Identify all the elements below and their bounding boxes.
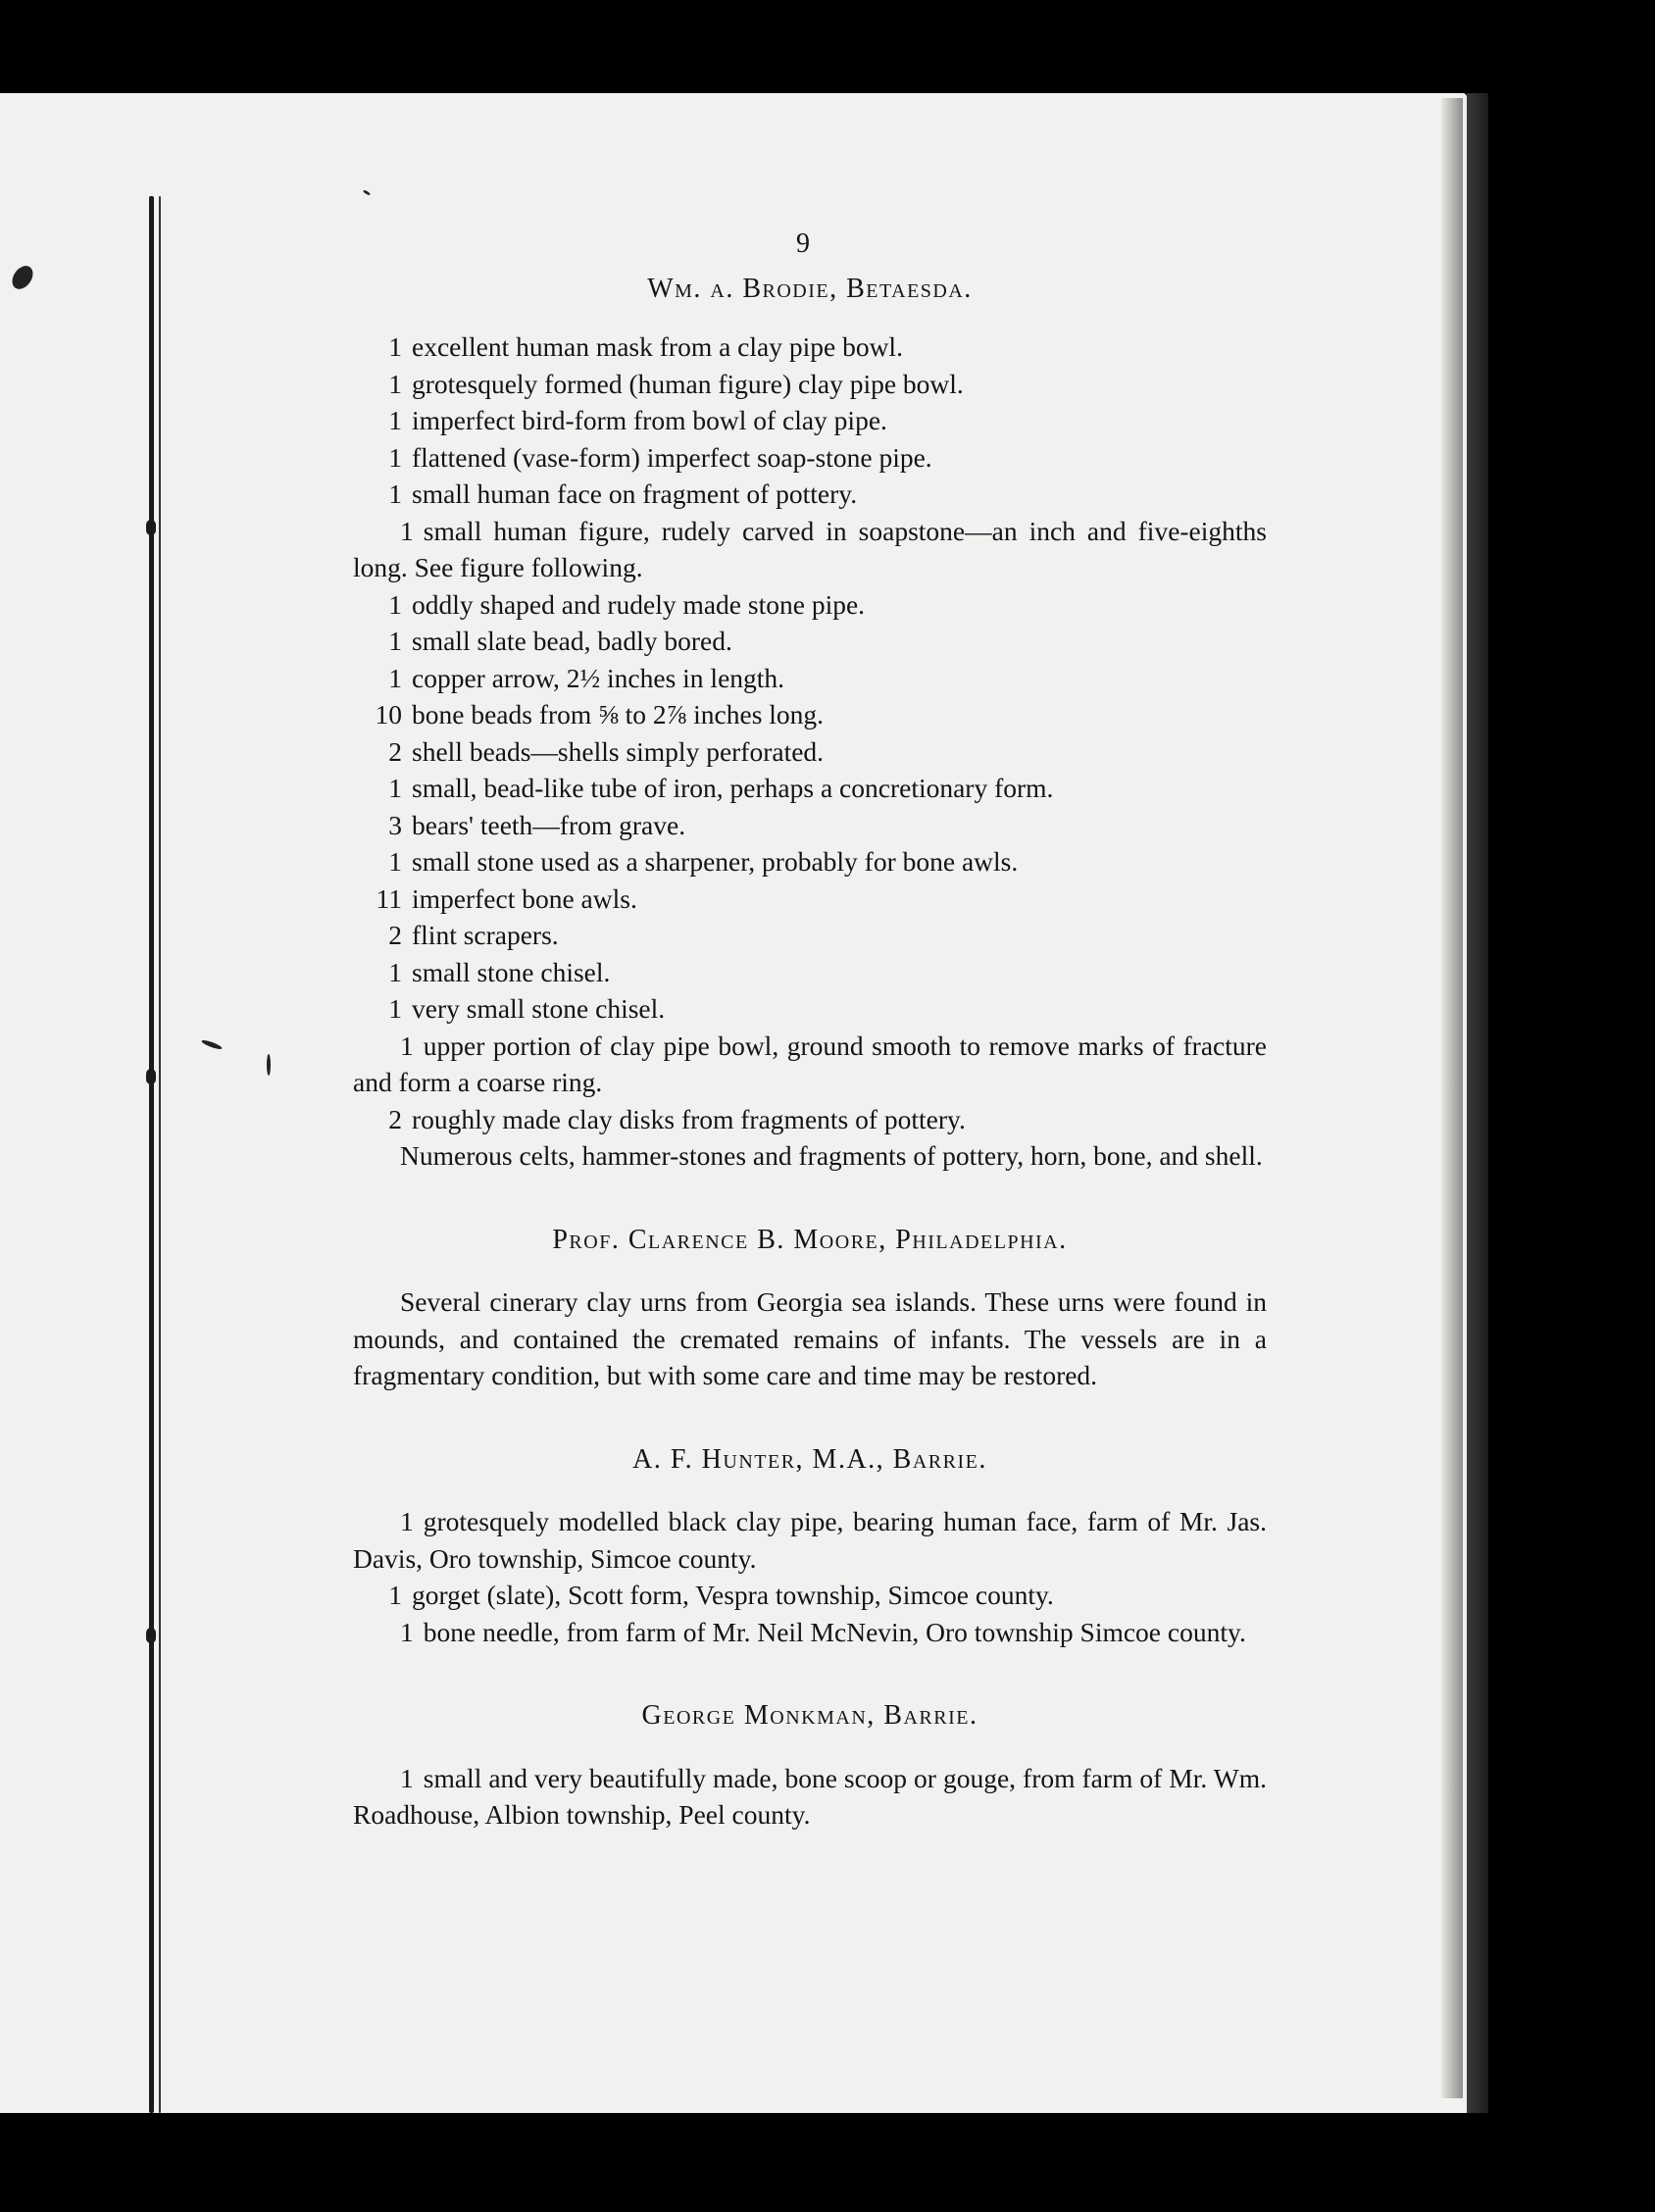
- item-description: small slate bead, badly bored.: [412, 626, 732, 656]
- item-description: small, bead-like tube of iron, perhaps a concretionary form.: [412, 773, 1054, 803]
- item-description: very small stone chisel.: [412, 993, 666, 1024]
- item-quantity: 10: [375, 699, 402, 729]
- page-text: [353, 226, 1267, 1834]
- list-item: [353, 1760, 1267, 1834]
- list-item: [353, 513, 1267, 586]
- page-number-text: 9: [796, 228, 810, 259]
- binding-stitch: [146, 520, 156, 535]
- item-quantity: 2: [388, 920, 402, 950]
- item-quantity: 1: [388, 626, 402, 656]
- item-description: bone needle, from farm of Mr. Neil McNevin, Oro township Simcoe county.: [423, 1616, 1246, 1647]
- item-description: small human figure, rudely carved in soapstone—an inch and five-eighths long. See figure following.: [353, 515, 1267, 582]
- page-number: [353, 226, 1267, 263]
- binding-line-inner: [159, 196, 161, 2113]
- item-quantity: 1: [400, 1030, 414, 1061]
- item-description: upper portion of clay pipe bowl, ground smooth to remove marks of fracture and form a coarse ring.: [353, 1030, 1267, 1097]
- section-heading: Prof. Clarence B. Moore, Philadelphia.: [552, 1224, 1068, 1255]
- item-quantity: 1: [388, 368, 402, 399]
- item-quantity: 11: [376, 882, 402, 914]
- item-description: grotesquely modelled black clay pipe, bearing human face, farm of Mr. Jas. Davis, Oro township, Simcoe county.: [353, 1506, 1267, 1574]
- item-quantity: 1: [388, 956, 402, 987]
- list-item: [353, 1028, 1267, 1101]
- list-item: [353, 623, 1267, 660]
- item-description: shell beads—shells simply perforated.: [412, 735, 825, 767]
- item-quantity: 1: [388, 405, 402, 435]
- item-quantity: 3: [388, 809, 402, 840]
- item-description: imperfect bird-form from bowl of clay pipe.: [412, 405, 887, 435]
- section-paragraph: Several cinerary clay urns from Georgia sea islands. These urns were found in mounds, and contained the cremated remains of infants. The vessels are in a fragmentary condition, but with some care and time may be restored.: [353, 1286, 1267, 1390]
- list-item: [353, 1101, 1267, 1138]
- list-item: [353, 733, 1267, 771]
- list-item: [353, 696, 1267, 733]
- binding-stitch: [146, 1069, 156, 1084]
- item-description: gorget (slate), Scott form, Vespra township, Simcoe county.: [412, 1580, 1054, 1610]
- item-description: copper arrow, 2½ inches in length.: [412, 662, 785, 693]
- list-item: [353, 807, 1267, 844]
- closing-paragraph: Numerous celts, hammer-stones and fragments of pottery, horn, bone, and shell.: [400, 1140, 1263, 1171]
- list-item: [353, 366, 1267, 403]
- section-heading: George Monkman, Barrie.: [641, 1700, 978, 1731]
- list-item: [353, 328, 1267, 366]
- item-quantity: 1: [388, 1580, 402, 1610]
- item-description: grotesquely formed (human figure) clay pipe bowl.: [412, 368, 964, 399]
- item-description: bears' teeth—from grave.: [412, 809, 686, 840]
- item-description: small human face on fragment of pottery.: [412, 478, 858, 509]
- list-item: [353, 476, 1267, 513]
- item-quantity: 1: [400, 1506, 414, 1536]
- item-quantity: 1: [388, 993, 402, 1024]
- item-description: oddly shaped and rudely made stone pipe.: [412, 588, 866, 620]
- item-description: flattened (vase-form) imperfect soap-stone pipe.: [412, 441, 932, 473]
- list-item: [353, 917, 1267, 954]
- list-item: [353, 586, 1267, 624]
- book-edge: [1467, 93, 1488, 2113]
- item-quantity: 2: [388, 735, 402, 767]
- list-item: [353, 1614, 1267, 1651]
- list-item: [353, 880, 1267, 918]
- item-quantity: 1: [388, 773, 402, 803]
- list-item: [353, 439, 1267, 477]
- item-quantity: 1: [400, 1762, 414, 1793]
- item-quantity: 1: [388, 478, 402, 509]
- item-description: small and very beautifully made, bone scoop or gouge, from farm of Mr. Wm. Roadhouse, Albion township, Peel county.: [353, 1762, 1267, 1830]
- item-quantity: 1: [388, 662, 402, 693]
- list-item: [353, 660, 1267, 697]
- binding-line: [149, 196, 154, 2113]
- page-edge-shadow: [1441, 98, 1463, 2098]
- list-item: [353, 1577, 1267, 1614]
- item-description: small stone chisel.: [412, 956, 611, 987]
- list-item: [353, 954, 1267, 991]
- list-item: [353, 402, 1267, 439]
- item-quantity: 2: [388, 1103, 402, 1134]
- item-description: flint scrapers.: [412, 920, 559, 950]
- binding-stitch: [146, 1628, 156, 1643]
- section-heading: Wm. a. Brodie, Betaesda.: [647, 273, 973, 304]
- item-description: bone beads from ⅝ to 2⅞ inches long.: [412, 699, 825, 729]
- item-quantity: 1: [388, 331, 402, 362]
- scan-mark: [267, 1054, 271, 1076]
- section-heading: A. F. Hunter, M.A., Barrie.: [632, 1443, 987, 1475]
- list-item: [353, 990, 1267, 1028]
- item-quantity: 1: [400, 515, 414, 546]
- item-description: excellent human mask from a clay pipe bowl.: [412, 331, 903, 362]
- item-description: imperfect bone awls.: [412, 882, 637, 914]
- list-item: [353, 770, 1267, 807]
- item-quantity: 1: [388, 588, 402, 620]
- list-item: [353, 843, 1267, 880]
- list-item: [353, 1503, 1267, 1577]
- item-quantity: 1: [388, 846, 402, 877]
- item-quantity: 1: [400, 1616, 414, 1647]
- item-quantity: 1: [388, 441, 402, 473]
- item-description: small stone used as a sharpener, probably for bone awls.: [412, 846, 1019, 877]
- item-description: roughly made clay disks from fragments of pottery.: [412, 1103, 966, 1134]
